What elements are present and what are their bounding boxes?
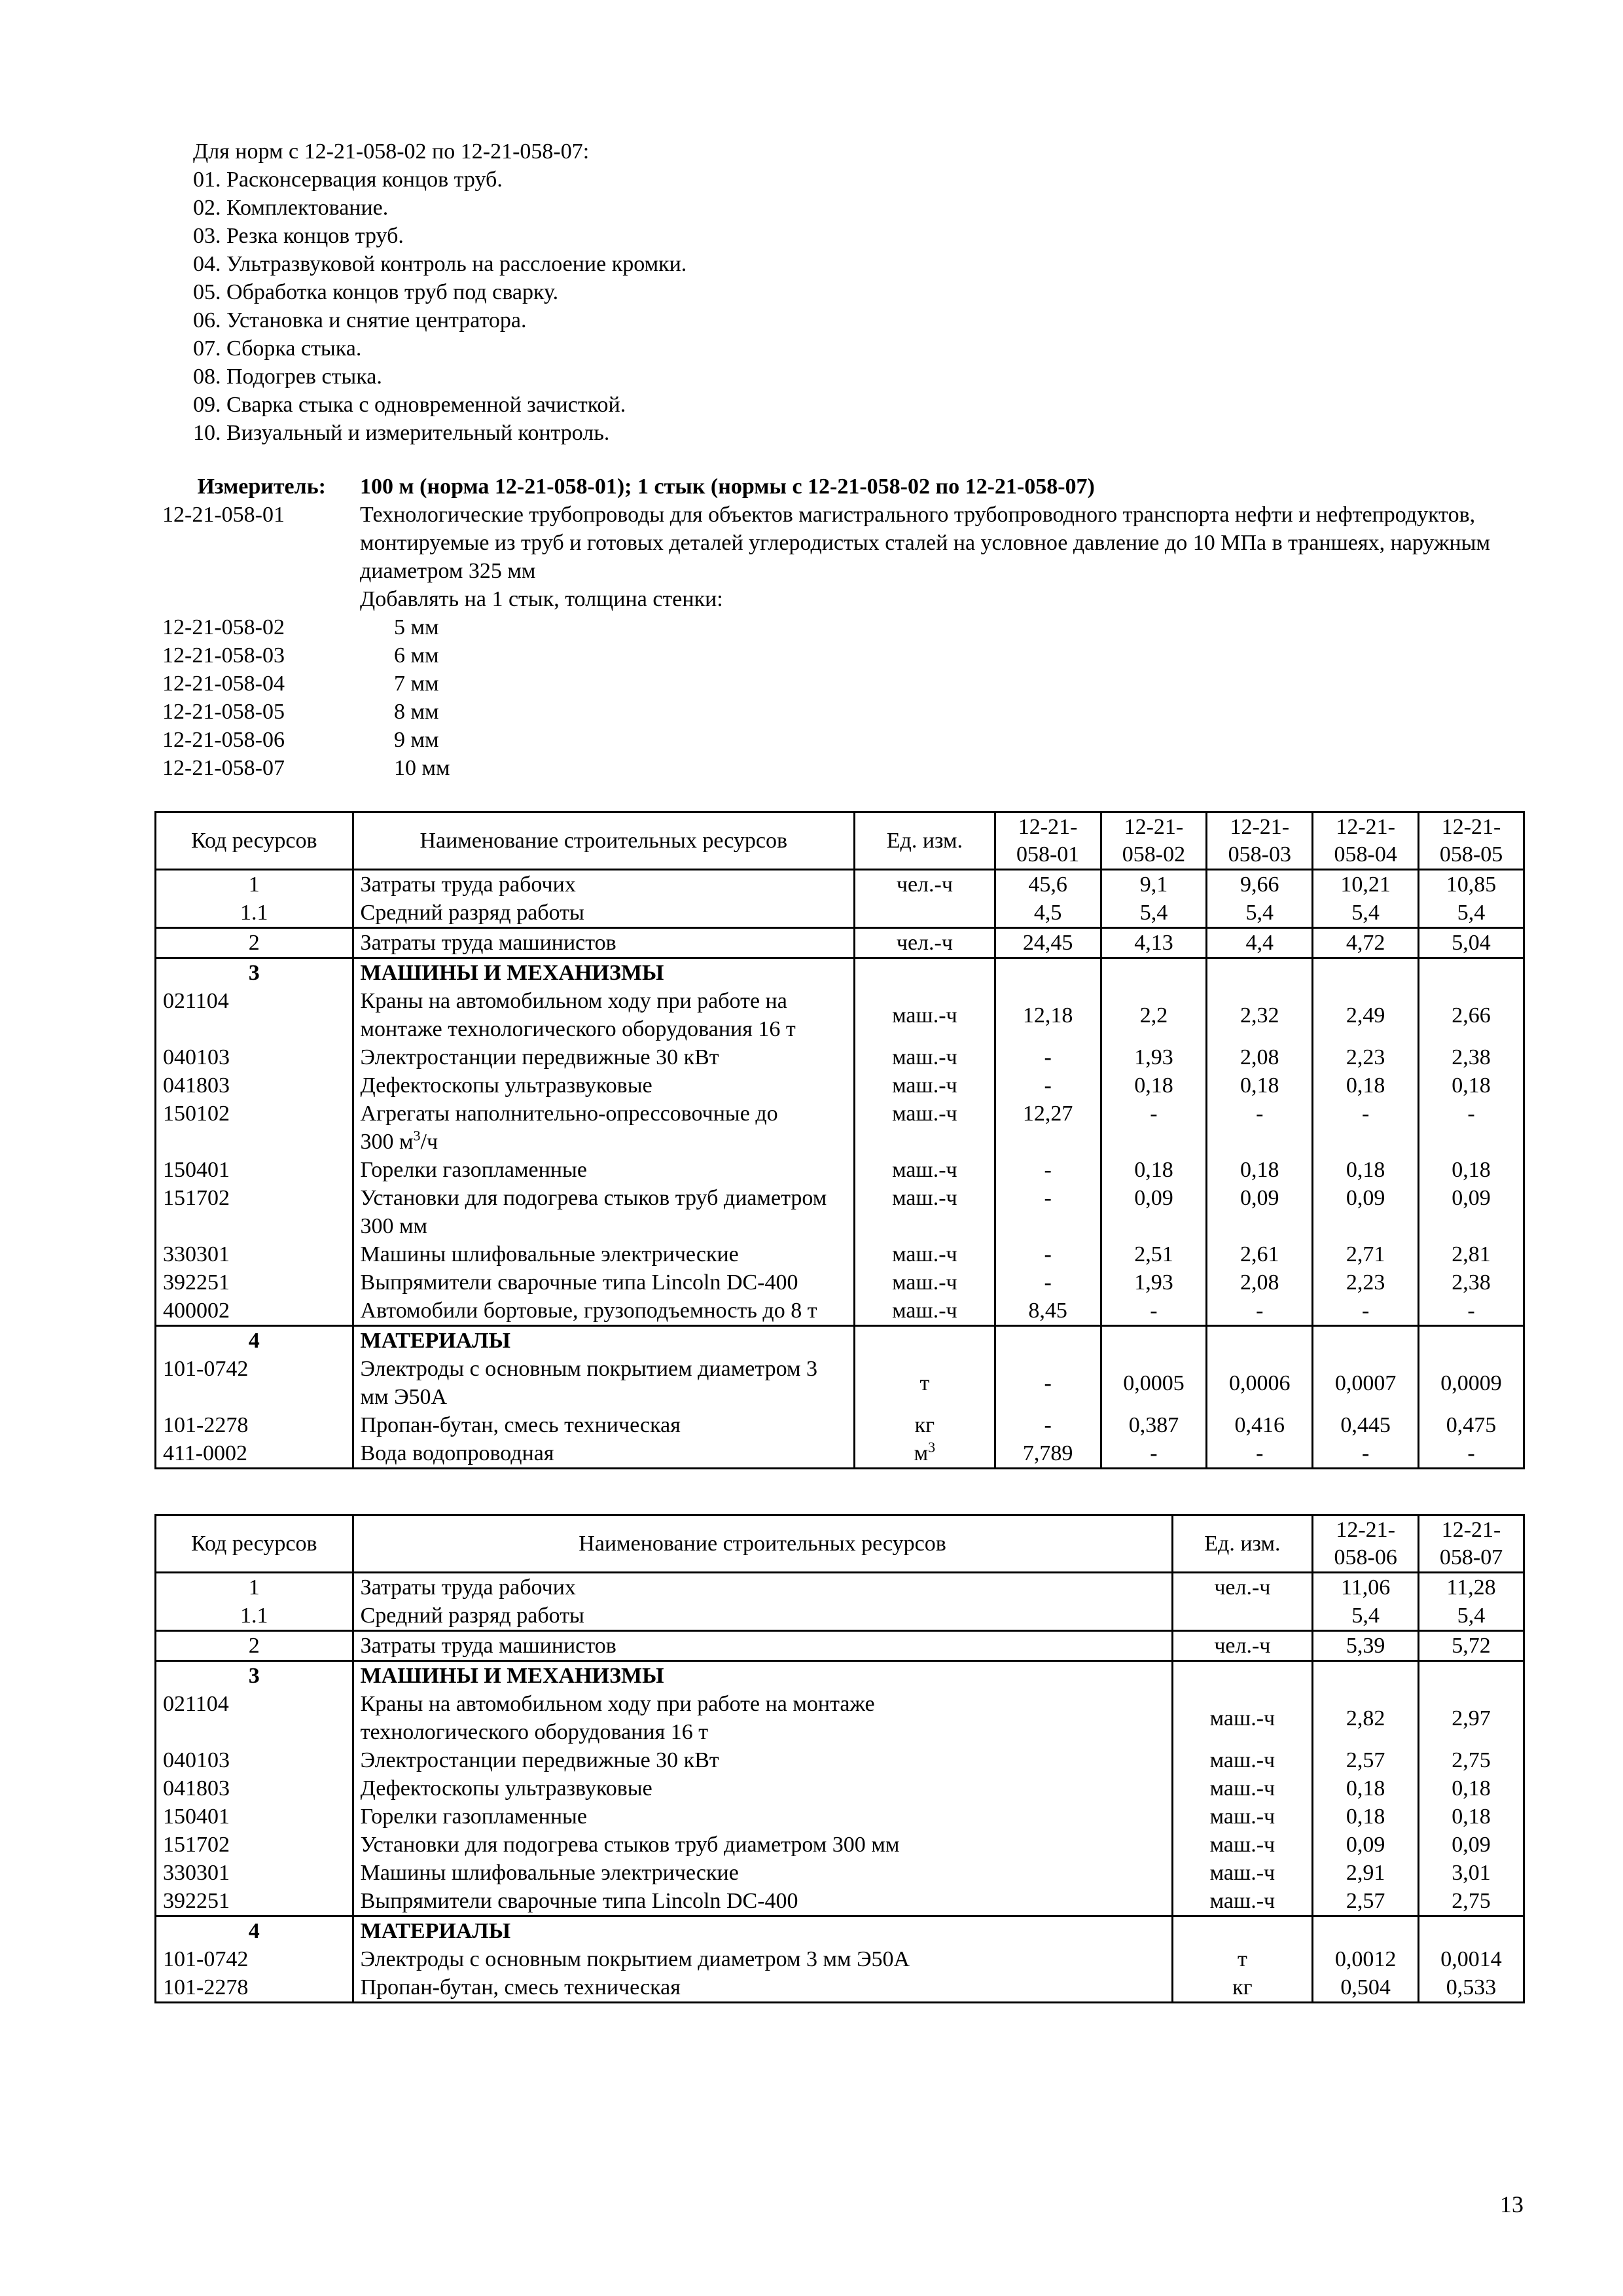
row-value: 0,09 bbox=[1419, 1184, 1524, 1240]
row-unit: маш.-ч bbox=[1172, 1774, 1313, 1803]
row-unit: маш.-ч bbox=[855, 1268, 995, 1297]
norm-code: 12-21-058-01 bbox=[162, 503, 285, 527]
row-name: Электроды с основным покрытием диаметром 3 мм Э50А bbox=[353, 1945, 1172, 1973]
row-unit: маш.-ч bbox=[855, 987, 995, 1043]
row-name: Пропан-бутан, смесь техническая bbox=[353, 1973, 1172, 2003]
table-row bbox=[156, 1973, 1524, 2003]
header-norm: 12-21- 058-01 bbox=[995, 812, 1101, 870]
row-value: - bbox=[1207, 1439, 1313, 1469]
row-value: 0,504 bbox=[1313, 1973, 1419, 2003]
table-row bbox=[156, 1411, 1524, 1439]
row-value: 2,08 bbox=[1207, 1268, 1313, 1297]
norm-code: 12-21-058-02 bbox=[162, 615, 285, 639]
row-unit: маш.-ч bbox=[855, 1100, 995, 1156]
section-title: МАТЕРИАЛЫ bbox=[353, 1916, 1172, 1946]
row-value: 5,04 bbox=[1419, 928, 1524, 958]
norm-code: 12-21-058-04 bbox=[162, 672, 285, 696]
row-value: - bbox=[995, 1156, 1101, 1184]
operation-item: 06. Установка и снятие центратора. bbox=[193, 308, 527, 332]
row-value: 2,97 bbox=[1419, 1690, 1524, 1746]
row-value: 2,82 bbox=[1313, 1690, 1419, 1746]
row-value: - bbox=[995, 1184, 1101, 1240]
row-name: Агрегаты наполнительно-опрессовочные до 300 $м^3/ч$ bbox=[353, 1100, 855, 1156]
row-name: Дефектоскопы ультразвуковые bbox=[353, 1071, 855, 1100]
table-row bbox=[156, 1602, 1524, 1631]
row-name: Затраты труда машинистов bbox=[353, 1631, 1172, 1661]
row-name: Средний разряд работы bbox=[353, 1602, 1172, 1631]
row-name: Машины шлифовальные электрические bbox=[353, 1240, 855, 1268]
row-unit: маш.-ч bbox=[1172, 1859, 1313, 1887]
operation-item: 09. Сварка стыка с одновременной зачисткой. bbox=[193, 393, 626, 417]
row-value: 5,4 bbox=[1419, 899, 1524, 928]
row-unit: т bbox=[1172, 1945, 1313, 1973]
table-row bbox=[156, 1156, 1524, 1184]
operation-item: 04. Ультразвуковой контроль на расслоение кромки. bbox=[193, 252, 687, 276]
row-value: 0,416 bbox=[1207, 1411, 1313, 1439]
row-unit: т bbox=[855, 1355, 995, 1411]
row-value: 9,66 bbox=[1207, 870, 1313, 899]
section-title: МАШИНЫ И МЕХАНИЗМЫ bbox=[353, 1661, 1172, 1691]
table-row bbox=[156, 987, 1524, 1043]
row-code: 021104 bbox=[156, 1690, 353, 1746]
row-value: 2,75 bbox=[1419, 1746, 1524, 1774]
table-row-section bbox=[156, 1326, 1524, 1355]
header-norm: 12-21- 058-02 bbox=[1101, 812, 1207, 870]
row-unit: чел.-ч bbox=[1172, 1631, 1313, 1661]
header-norm: 12-21- 058-04 bbox=[1313, 812, 1419, 870]
row-code: 330301 bbox=[156, 1240, 353, 1268]
row-value: 0,0012 bbox=[1313, 1945, 1419, 1973]
row-code: 330301 bbox=[156, 1859, 353, 1887]
row-value: 4,4 bbox=[1207, 928, 1313, 958]
header-unit: Ед. изм. bbox=[855, 812, 995, 870]
table-row bbox=[156, 1184, 1524, 1240]
row-value: 0,18 bbox=[1419, 1774, 1524, 1803]
operation-item: 02. Комплектование. bbox=[193, 196, 389, 220]
table-row-section bbox=[156, 1916, 1524, 1946]
row-value: 4,13 bbox=[1101, 928, 1207, 958]
row-name: Вода водопроводная bbox=[353, 1439, 855, 1469]
row-value: 0,18 bbox=[1101, 1071, 1207, 1100]
row-code: 400002 bbox=[156, 1297, 353, 1326]
row-value: - bbox=[995, 1355, 1101, 1411]
row-name: Электростанции передвижные 30 кВт bbox=[353, 1746, 1172, 1774]
row-value: - bbox=[1419, 1297, 1524, 1326]
row-unit: маш.-ч bbox=[855, 1071, 995, 1100]
section-title: МАТЕРИАЛЫ bbox=[353, 1326, 855, 1355]
row-code: 101-2278 bbox=[156, 1411, 353, 1439]
row-value: - bbox=[1313, 1100, 1419, 1156]
row-code: 2 bbox=[156, 1631, 353, 1661]
table-row bbox=[156, 1887, 1524, 1916]
row-value: 2,08 bbox=[1207, 1043, 1313, 1071]
table-row bbox=[156, 870, 1524, 899]
row-name: Краны на автомобильном ходу при работе на монтаже технологического оборудования 16 т bbox=[353, 987, 855, 1043]
row-value: 2,32 bbox=[1207, 987, 1313, 1043]
norm-variant: 9 мм bbox=[394, 728, 439, 752]
header-name: Наименование строительных ресурсов bbox=[353, 1515, 1172, 1573]
row-value: 8,45 bbox=[995, 1297, 1101, 1326]
row-value: 0,18 bbox=[1313, 1156, 1419, 1184]
row-code: 040103 bbox=[156, 1746, 353, 1774]
table-row bbox=[156, 1690, 1524, 1746]
row-value: 4,72 bbox=[1313, 928, 1419, 958]
operation-item: 10. Визуальный и измерительный контроль. bbox=[193, 421, 610, 445]
row-code: 1 bbox=[156, 870, 353, 899]
row-value: 2,57 bbox=[1313, 1887, 1419, 1916]
row-value: 0,533 bbox=[1419, 1973, 1524, 2003]
row-value: 24,45 bbox=[995, 928, 1101, 958]
row-value: - bbox=[1101, 1100, 1207, 1156]
table-row-section bbox=[156, 958, 1524, 988]
table-row bbox=[156, 1945, 1524, 1973]
row-value: 5,39 bbox=[1313, 1631, 1419, 1661]
row-value: - bbox=[1419, 1439, 1524, 1469]
row-value: 9,1 bbox=[1101, 870, 1207, 899]
row-value: 1,93 bbox=[1101, 1043, 1207, 1071]
norm-variant: 6 мм bbox=[394, 643, 439, 668]
header-unit: Ед. изм. bbox=[1172, 1515, 1313, 1573]
header-norm: 12-21- 058-07 bbox=[1419, 1515, 1524, 1573]
row-unit: маш.-ч bbox=[855, 1297, 995, 1326]
row-value: 2,38 bbox=[1419, 1043, 1524, 1071]
row-value: 5,4 bbox=[1207, 899, 1313, 928]
row-value: 10,85 bbox=[1419, 870, 1524, 899]
row-value: 2,49 bbox=[1313, 987, 1419, 1043]
page-number: 13 bbox=[1500, 2191, 1524, 2217]
row-name: Средний разряд работы bbox=[353, 899, 855, 928]
row-code: 101-0742 bbox=[156, 1945, 353, 1973]
table-row bbox=[156, 1240, 1524, 1268]
norm-code: 12-21-058-05 bbox=[162, 700, 285, 724]
measure-label: Измеритель: bbox=[197, 475, 326, 499]
row-unit: маш.-ч bbox=[1172, 1690, 1313, 1746]
row-code: 101-2278 bbox=[156, 1973, 353, 2003]
operation-item: 01. Расконсервация концов труб. bbox=[193, 168, 503, 192]
row-unit: маш.-ч bbox=[855, 1184, 995, 1240]
header-norm: 12-21- 058-06 bbox=[1313, 1515, 1419, 1573]
row-value: 0,18 bbox=[1313, 1803, 1419, 1831]
row-code: 2 bbox=[156, 928, 353, 958]
row-value: 11,28 bbox=[1419, 1573, 1524, 1602]
row-value: - bbox=[1207, 1100, 1313, 1156]
row-unit: маш.-ч bbox=[1172, 1887, 1313, 1916]
row-value: 2,38 bbox=[1419, 1268, 1524, 1297]
row-name: Краны на автомобильном ходу при работе на монтаже технологического оборудования 16 т bbox=[353, 1690, 1172, 1746]
operation-item: 05. Обработка концов труб под сварку. bbox=[193, 280, 559, 304]
row-value: 0,475 bbox=[1419, 1411, 1524, 1439]
header-norm: 12-21- 058-03 bbox=[1207, 812, 1313, 870]
table-row bbox=[156, 1297, 1524, 1326]
row-value: - bbox=[995, 1043, 1101, 1071]
row-value: 2,66 bbox=[1419, 987, 1524, 1043]
row-code: 392251 bbox=[156, 1887, 353, 1916]
row-unit: чел.-ч bbox=[1172, 1573, 1313, 1602]
row-unit: маш.-ч bbox=[1172, 1746, 1313, 1774]
row-value: 0,18 bbox=[1313, 1774, 1419, 1803]
row-code: 150401 bbox=[156, 1156, 353, 1184]
row-unit: маш.-ч bbox=[1172, 1803, 1313, 1831]
table-row bbox=[156, 1043, 1524, 1071]
row-code: 3 bbox=[156, 958, 353, 988]
row-value: 2,71 bbox=[1313, 1240, 1419, 1268]
row-value: 2,2 bbox=[1101, 987, 1207, 1043]
measure-value: 100 м (норма 12-21-058-01); 1 стык (нормы с 12-21-058-02 по 12-21-058-07) bbox=[360, 475, 1095, 499]
row-value: 45,6 bbox=[995, 870, 1101, 899]
norm-variant: 5 мм bbox=[394, 615, 439, 639]
row-value: 0,18 bbox=[1313, 1071, 1419, 1100]
row-value: 3,01 bbox=[1419, 1859, 1524, 1887]
row-value: 0,09 bbox=[1313, 1831, 1419, 1859]
section-title: МАШИНЫ И МЕХАНИЗМЫ bbox=[353, 958, 855, 988]
row-value: 0,18 bbox=[1419, 1803, 1524, 1831]
norm-description: Технологические трубопроводы для объектов магистрального трубопроводного транспорта нефти и нефтепродуктов, монтируемые из труб и готовых деталей углеродистых сталей на условное давление до 10 МПа в траншеях, наружным диаметром 325 мм bbox=[360, 503, 1491, 583]
row-value: 0,0009 bbox=[1419, 1355, 1524, 1411]
measure-block bbox=[162, 473, 1537, 782]
row-name: Установки для подогрева стыков труб диаметром 300 мм bbox=[353, 1184, 855, 1240]
row-code: 3 bbox=[156, 1661, 353, 1691]
norm-variant: 8 мм bbox=[394, 700, 439, 724]
row-value: - bbox=[1101, 1439, 1207, 1469]
row-code: 411-0002 bbox=[156, 1439, 353, 1469]
row-value: 0,09 bbox=[1101, 1184, 1207, 1240]
header-code: Код ресурсов bbox=[156, 1515, 353, 1573]
row-unit: маш.-ч bbox=[1172, 1831, 1313, 1859]
operation-item: 03. Резка концов труб. bbox=[193, 224, 404, 248]
row-code: 1.1 bbox=[156, 899, 353, 928]
row-value: - bbox=[1313, 1297, 1419, 1326]
row-unit: маш.-ч bbox=[855, 1156, 995, 1184]
row-value: 7,789 bbox=[995, 1439, 1101, 1469]
row-value: - bbox=[995, 1411, 1101, 1439]
table-row bbox=[156, 899, 1524, 928]
row-value: 2,75 bbox=[1419, 1887, 1524, 1916]
row-name: Выпрямители сварочные типа Lincoln DC-400 bbox=[353, 1268, 855, 1297]
row-code: 1.1 bbox=[156, 1602, 353, 1631]
row-name: Дефектоскопы ультразвуковые bbox=[353, 1774, 1172, 1803]
row-value: 2,23 bbox=[1313, 1268, 1419, 1297]
table-row bbox=[156, 1439, 1524, 1469]
row-value: - bbox=[1313, 1439, 1419, 1469]
table-row bbox=[156, 1100, 1524, 1156]
header-norm: 12-21- 058-05 bbox=[1419, 812, 1524, 870]
norm-code: 12-21-058-06 bbox=[162, 728, 285, 752]
row-value: 10,21 bbox=[1313, 870, 1419, 899]
row-value: 0,0007 bbox=[1313, 1355, 1419, 1411]
row-name: Затраты труда рабочих bbox=[353, 1573, 1172, 1602]
row-value: 0,0005 bbox=[1101, 1355, 1207, 1411]
row-name: Пропан-бутан, смесь техническая bbox=[353, 1411, 855, 1439]
norm-variant: 7 мм bbox=[394, 672, 439, 696]
row-value: 4,5 bbox=[995, 899, 1101, 928]
table-row-section bbox=[156, 1661, 1524, 1691]
row-value: 0,0006 bbox=[1207, 1355, 1313, 1411]
row-name: Выпрямители сварочные типа Lincoln DC-400 bbox=[353, 1887, 1172, 1916]
row-value: 0,18 bbox=[1419, 1156, 1524, 1184]
table-row bbox=[156, 1573, 1524, 1602]
row-code: 1 bbox=[156, 1573, 353, 1602]
row-code: 041803 bbox=[156, 1774, 353, 1803]
row-value: 0,09 bbox=[1207, 1184, 1313, 1240]
row-value: 0,0014 bbox=[1419, 1945, 1524, 1973]
row-value: 12,27 bbox=[995, 1100, 1101, 1156]
operation-item: 08. Подогрев стыка. bbox=[193, 365, 382, 389]
row-value: 0,18 bbox=[1207, 1156, 1313, 1184]
row-code: 151702 bbox=[156, 1184, 353, 1240]
row-unit: чел.-ч bbox=[855, 928, 995, 958]
row-value: 0,18 bbox=[1419, 1071, 1524, 1100]
row-value: 2,61 bbox=[1207, 1240, 1313, 1268]
row-name: Электроды с основным покрытием диаметром 3 мм Э50А bbox=[353, 1355, 855, 1411]
operations-intro: Для норм с 12-21-058-02 по 12-21-058-07: bbox=[193, 139, 590, 164]
header-code: Код ресурсов bbox=[156, 812, 353, 870]
row-value: 11,06 bbox=[1313, 1573, 1419, 1602]
row-name: Электростанции передвижные 30 кВт bbox=[353, 1043, 855, 1071]
resources-table-2 bbox=[154, 1514, 1525, 2003]
row-value: 5,4 bbox=[1101, 899, 1207, 928]
row-value: 2,91 bbox=[1313, 1859, 1419, 1887]
row-value: 0,09 bbox=[1313, 1184, 1419, 1240]
row-value: 0,387 bbox=[1101, 1411, 1207, 1439]
row-code: 150401 bbox=[156, 1803, 353, 1831]
row-value: - bbox=[995, 1071, 1101, 1100]
row-name: Машины шлифовальные электрические bbox=[353, 1859, 1172, 1887]
table-row bbox=[156, 1746, 1524, 1774]
row-code: 392251 bbox=[156, 1268, 353, 1297]
row-unit bbox=[1172, 1602, 1313, 1631]
row-unit: кг bbox=[855, 1411, 995, 1439]
norm-code: 12-21-058-07 bbox=[162, 756, 285, 780]
row-code: 040103 bbox=[156, 1043, 353, 1071]
table-row bbox=[156, 928, 1524, 958]
row-code: 101-0742 bbox=[156, 1355, 353, 1411]
header-name: Наименование строительных ресурсов bbox=[353, 812, 855, 870]
row-unit: маш.-ч bbox=[855, 1043, 995, 1071]
row-name: Горелки газопламенные bbox=[353, 1156, 855, 1184]
table-row bbox=[156, 1831, 1524, 1859]
resources-table-1 bbox=[154, 811, 1525, 1469]
row-unit: маш.-ч bbox=[855, 1240, 995, 1268]
row-value: 5,4 bbox=[1419, 1602, 1524, 1631]
row-value: 0,445 bbox=[1313, 1411, 1419, 1439]
row-value: 2,51 bbox=[1101, 1240, 1207, 1268]
row-value: 2,57 bbox=[1313, 1746, 1419, 1774]
row-value: - bbox=[995, 1268, 1101, 1297]
row-value: 5,4 bbox=[1313, 1602, 1419, 1631]
row-code: 041803 bbox=[156, 1071, 353, 1100]
row-name: Затраты труда машинистов bbox=[353, 928, 855, 958]
row-value: - bbox=[1419, 1100, 1524, 1156]
row-unit: чел.-ч bbox=[855, 870, 995, 899]
row-code: 150102 bbox=[156, 1100, 353, 1156]
row-value: 2,23 bbox=[1313, 1043, 1419, 1071]
row-value: 5,72 bbox=[1419, 1631, 1524, 1661]
row-value: 5,4 bbox=[1313, 899, 1419, 928]
row-name: Автомобили бортовые, грузоподъемность до 8 т bbox=[353, 1297, 855, 1326]
row-unit: кг bbox=[1172, 1973, 1313, 2003]
table-row bbox=[156, 1071, 1524, 1100]
row-value: 0,09 bbox=[1419, 1831, 1524, 1859]
operation-item: 07. Сборка стыка. bbox=[193, 336, 362, 361]
row-code: 4 bbox=[156, 1326, 353, 1355]
row-value: - bbox=[995, 1240, 1101, 1268]
row-name: Горелки газопламенные bbox=[353, 1803, 1172, 1831]
table-row bbox=[156, 1631, 1524, 1661]
row-value: 12,18 bbox=[995, 987, 1101, 1043]
table-row bbox=[156, 1859, 1524, 1887]
row-value: 1,93 bbox=[1101, 1268, 1207, 1297]
row-unit bbox=[855, 899, 995, 928]
row-value: 0,18 bbox=[1207, 1071, 1313, 1100]
table-row bbox=[156, 1774, 1524, 1803]
row-value: - bbox=[1207, 1297, 1313, 1326]
row-name: Установки для подогрева стыков труб диаметром 300 мм bbox=[353, 1831, 1172, 1859]
row-unit: $м^3$ bbox=[855, 1439, 995, 1469]
norm-code: 12-21-058-03 bbox=[162, 643, 285, 668]
row-value: - bbox=[1101, 1297, 1207, 1326]
norm-add-text: Добавлять на 1 стык, толщина стенки: bbox=[360, 587, 723, 611]
norm-variant: 10 мм bbox=[394, 756, 450, 780]
table-row bbox=[156, 1268, 1524, 1297]
row-value: 0,18 bbox=[1101, 1156, 1207, 1184]
table-row bbox=[156, 1803, 1524, 1831]
table-row bbox=[156, 1355, 1524, 1411]
row-value: 2,81 bbox=[1419, 1240, 1524, 1268]
row-code: 4 bbox=[156, 1916, 353, 1946]
operations-list bbox=[193, 137, 1436, 447]
row-name: Затраты труда рабочих bbox=[353, 870, 855, 899]
row-code: 021104 bbox=[156, 987, 353, 1043]
row-code: 151702 bbox=[156, 1831, 353, 1859]
